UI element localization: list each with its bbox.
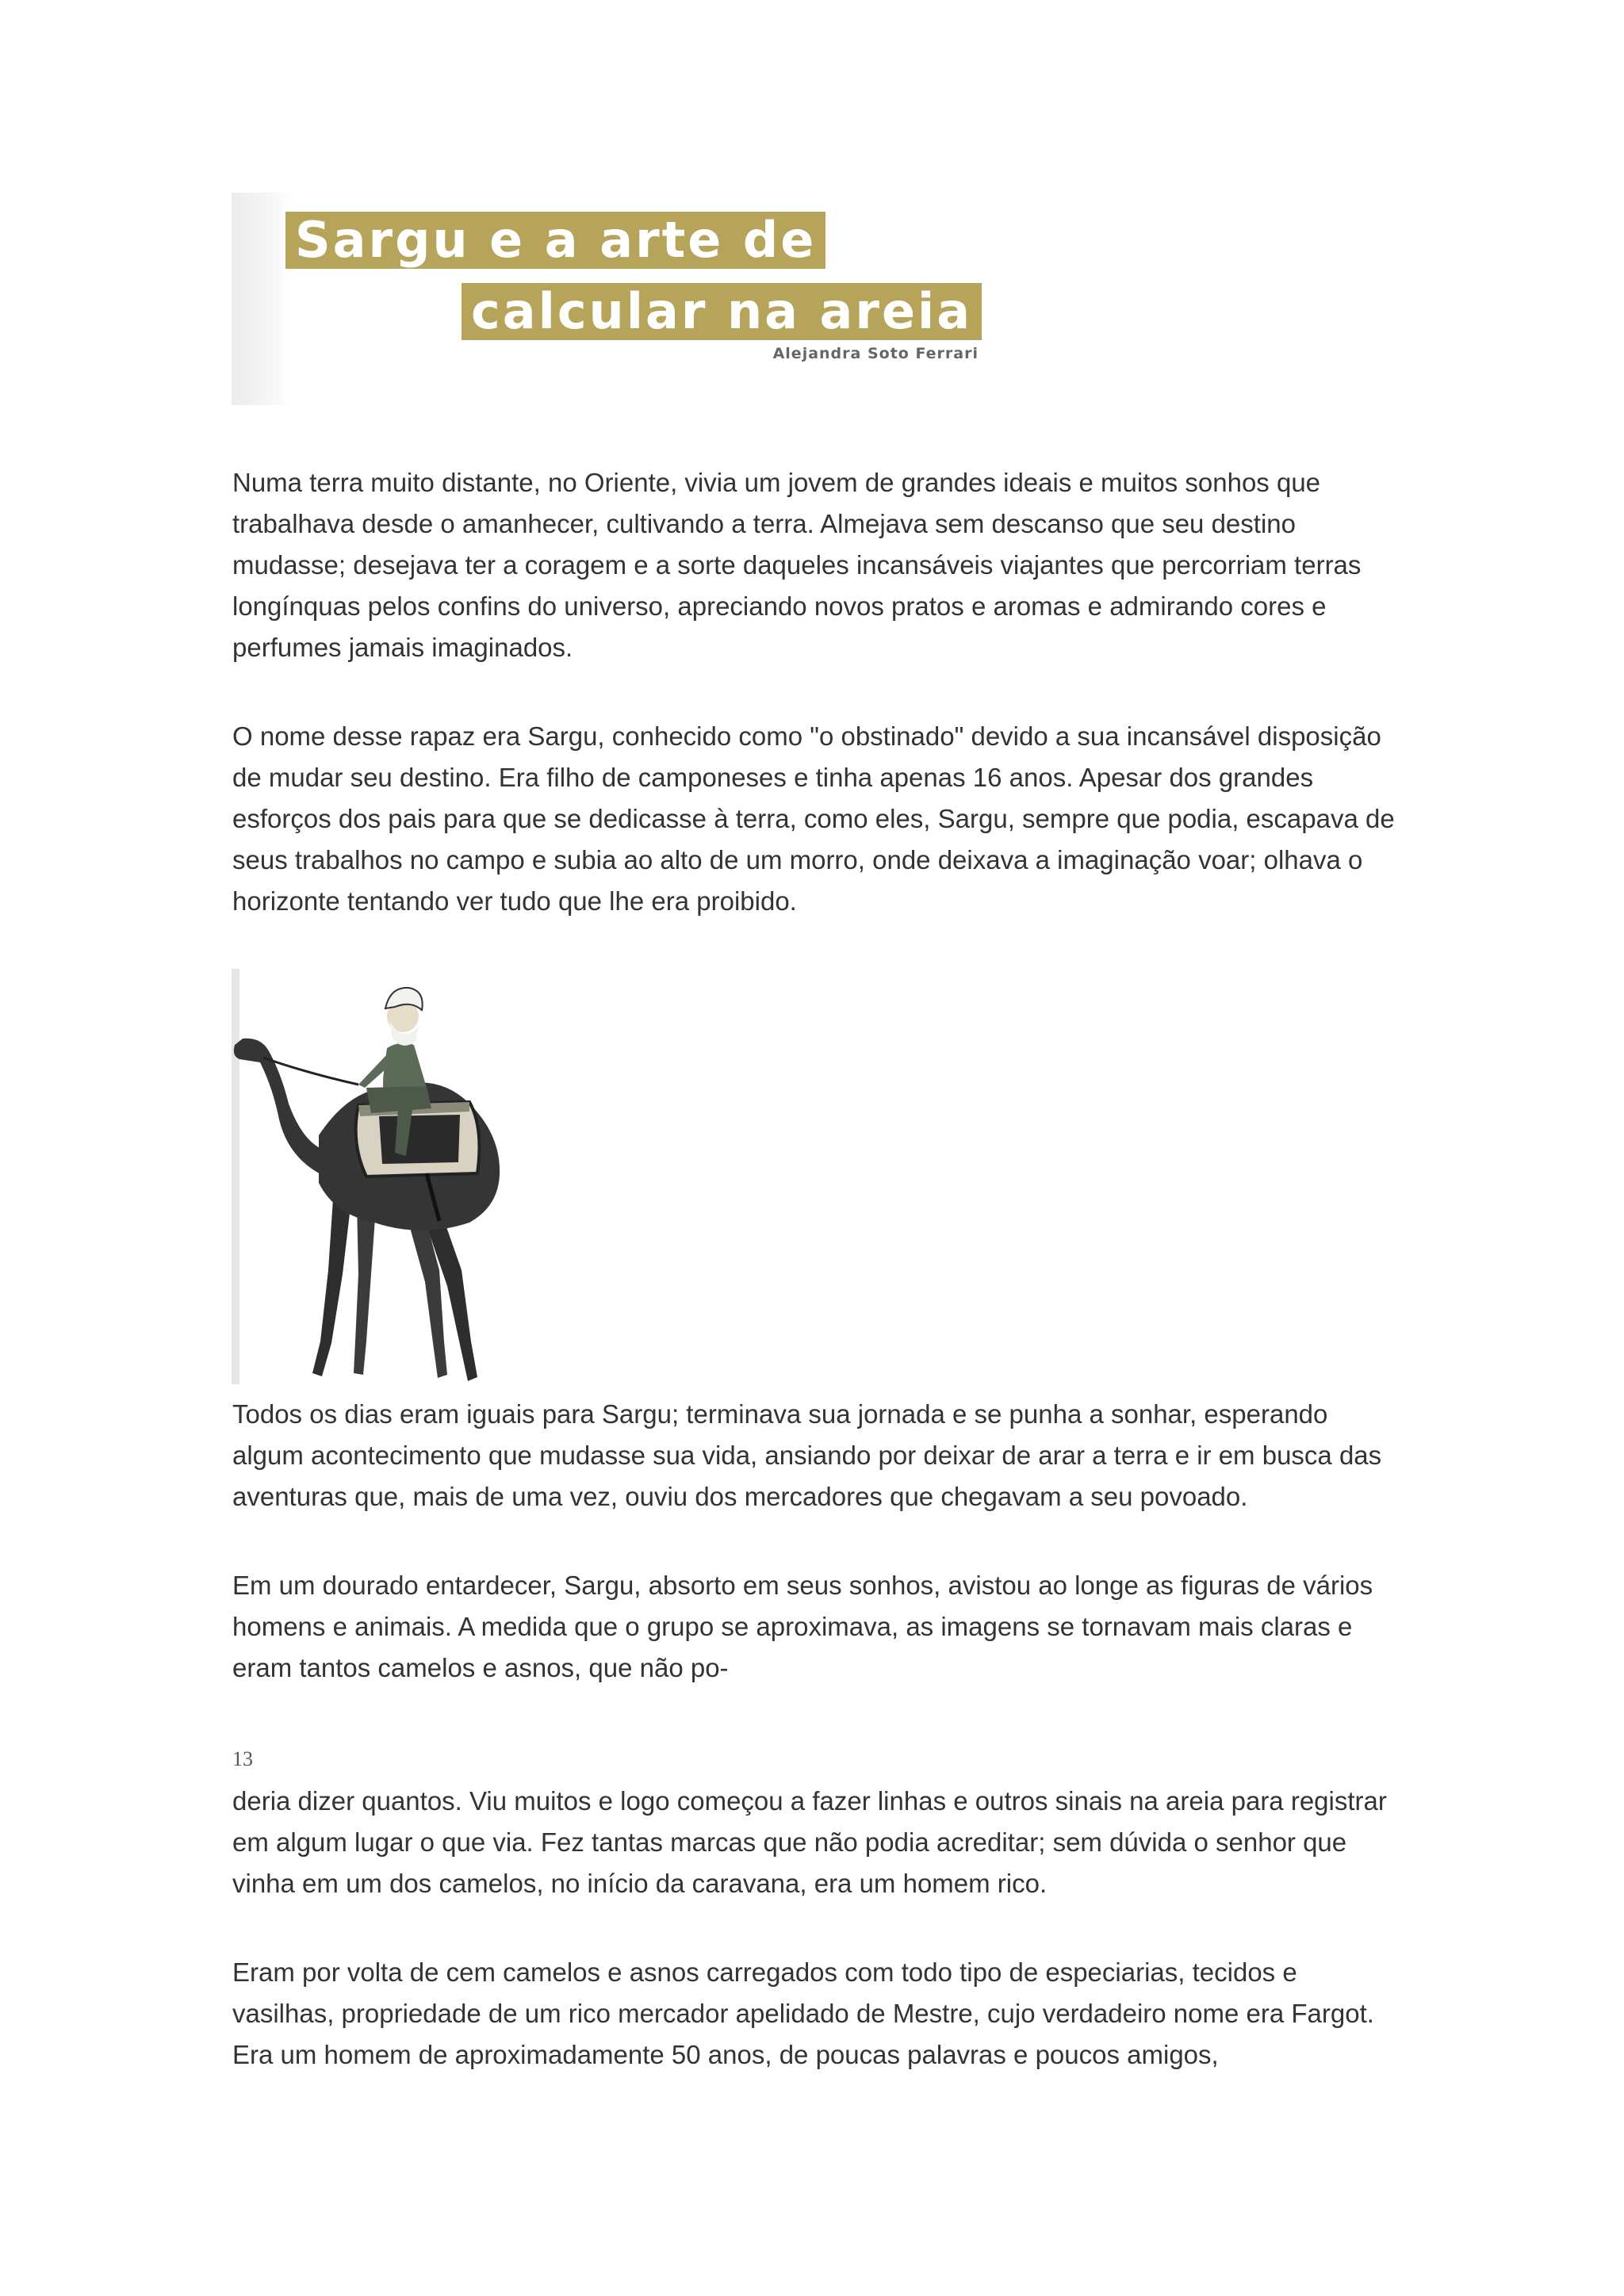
scan-edge <box>232 193 293 405</box>
paragraph-4: Em um dourado entardecer, Sargu, absorto em seus sonhos, avistou ao longe as figuras de vários homens e animais. A medida que o grupo se aproximava, as imagens se tornavam mais claras e eram tantos camelos e asnos, que não po- <box>232 1571 1373 1682</box>
title-banner <box>232 193 977 405</box>
camel-rider-illustration <box>232 969 527 1384</box>
title-line-2: calcular na areia <box>462 283 982 340</box>
author-name: Alejandra Soto Ferrari <box>772 345 979 362</box>
paragraph-2: O nome desse rapaz era Sargu, conhecido como "o obstinado" devido a sua incansável disposição de mudar seu destino. Era filho de camponeses e tinha apenas 16 anos. Apesar dos grandes esforços dos pais para que se dedicasse à terra, como eles, Sargu, sempre que podia, escapava de seus trabalhos no campo e subia ao alto de um morro, onde deixava a imaginação voar; olhava o horizonte tentando ver tudo que lhe era proibido. <box>232 721 1395 916</box>
paragraph-5: deria dizer quantos. Viu muitos e logo começou a fazer linhas e outros sinais na areia para registrar em algum lugar o que via. Fez tantas marcas que não podia acreditar; sem dúvida o senhor que vinha em um dos camelos, no início da caravana, era um homem rico. <box>232 1786 1387 1898</box>
paragraph-1: Numa terra muito distante, no Oriente, vivia um jovem de grandes ideais e muitos sonhos que trabalhava desde o amanhecer, cultivando a terra. Almejava sem descanso que seu destino mudasse; desejava ter a coragem e a sorte daqueles incansáveis viajantes que percorriam terras longínquas pelos confins do universo, apreciando novos pratos e aromas e admirando cores e perfumes jamais imaginados. <box>232 468 1362 662</box>
page-number: 13 <box>232 1747 253 1770</box>
paragraph-3: Todos os dias eram iguais para Sargu; terminava sua jornada e se punha a sonhar, esperando algum acontecimento que mudasse sua vida, ansiando por deixar de arar a terra e ir em busca das aventuras que, mais de uma vez, ouviu dos mercadores que chegavam a seu povoado. <box>232 1399 1382 1511</box>
title-line-1: Sargu e a arte de <box>285 212 825 269</box>
paragraph-6: Eram por volta de cem camelos e asnos carregados com todo tipo de especiarias, tecidos e vasilhas, propriedade de um rico mercador apelidado de Mestre, cujo verdadeiro nome era Fargot. Era um homem de aproximadamente 50 anos, de poucas palavras e poucos amigos, <box>232 1957 1374 2069</box>
